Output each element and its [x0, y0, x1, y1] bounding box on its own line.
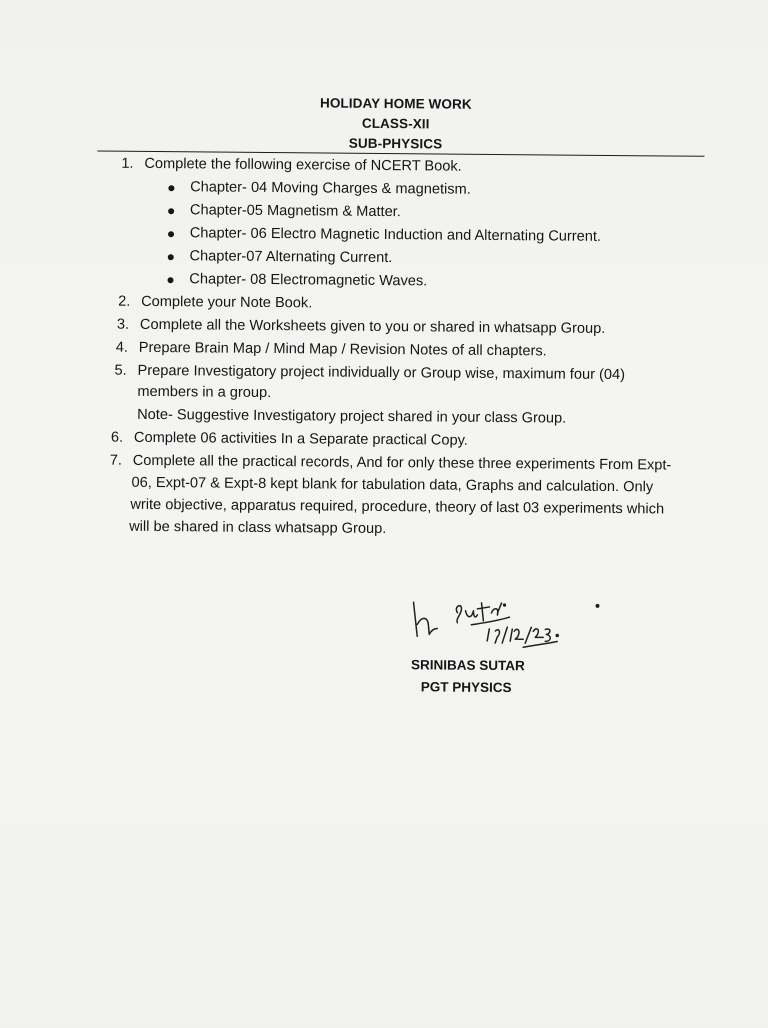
item-2-number: 2.	[118, 293, 131, 310]
subject-heading: SUB-PHYSICS	[348, 135, 443, 152]
bullet-icon: ●	[166, 248, 176, 265]
chapter-item: Chapter- 04 Moving Charges & magnetism.	[190, 179, 471, 198]
chapter-item: Chapter-07 Alternating Current.	[189, 248, 393, 267]
chapter-item: Chapter- 08 Electromagnetic Waves.	[189, 271, 428, 290]
item-3-text: Complete all the Worksheets given to you or shared in whatsapp Group.	[139, 316, 606, 337]
item-1-number: 1.	[121, 155, 134, 172]
item-7-text-line-4: will be shared in class whatsapp Group.	[129, 518, 387, 538]
bullet-icon: ●	[167, 179, 176, 196]
item-4-number: 4.	[115, 339, 128, 356]
item-5-text-line-2: members in a group.	[137, 383, 272, 402]
item-7-text-line-1: Complete all the practical records, And for only these three experiments From Expt-	[132, 452, 672, 474]
item-5-number: 5.	[114, 362, 127, 379]
chapter-item: Chapter-05 Magnetism & Matter.	[189, 202, 401, 221]
bullet-icon: ●	[166, 271, 175, 288]
bullet-icon: ●	[166, 202, 176, 219]
item-7-text-line-2: 06, Expt-07 & Expt-8 kept blank for tabulation data, Graphs and calculation. Only	[131, 474, 654, 496]
item-6-number: 6.	[110, 429, 124, 446]
signatory-designation: PGT PHYSICS	[420, 679, 512, 696]
class-heading: CLASS-XII	[361, 115, 430, 132]
item-1-text: Complete the following exercise of NCERT Book.	[144, 155, 462, 175]
item-5-note: Note- Suggestive Investigatory project shared in your class Group.	[137, 406, 567, 427]
item-7-text-line-3: write objective, apparatus required, procedure, theory of last 03 experiments which	[130, 496, 665, 518]
handwritten-signature	[401, 584, 612, 656]
item-4-text: Prepare Brain Map / Mind Map / Revision Notes of all chapters.	[138, 339, 547, 360]
chapter-item: Chapter- 06 Electro Magnetic Induction and Alternating Current.	[189, 225, 602, 245]
item-2-text: Complete your Note Book.	[141, 293, 313, 312]
document-title: HOLIDAY HOME WORK	[319, 95, 472, 112]
item-5-text-line-1: Prepare Investigatory project individually or Group wise, maximum four (04)	[137, 362, 626, 384]
signatory-name: SRINIBAS SUTAR	[410, 657, 525, 674]
item-3-number: 3.	[116, 316, 130, 333]
item-7-number: 7.	[109, 452, 122, 469]
bullet-icon: ●	[166, 225, 176, 242]
item-6-text: Complete 06 activities In a Separate practical Copy.	[133, 429, 468, 449]
